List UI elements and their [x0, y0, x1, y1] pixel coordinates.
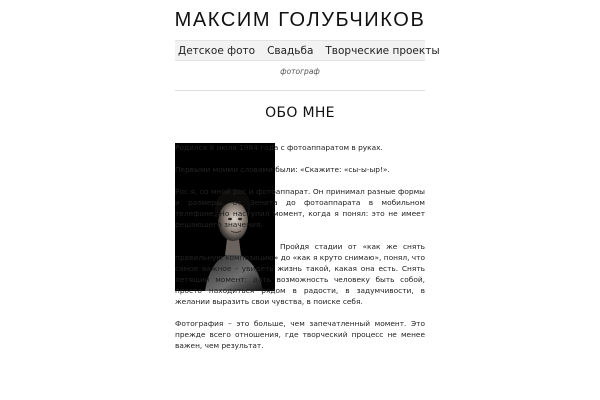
about-paragraph: Первыми моими словами были: «Скажите: «сы-ы-ыр!».	[175, 165, 390, 174]
site-title[interactable]: МАКСИМ ГОЛУБЧИКОВ	[174, 9, 426, 31]
about-paragraph: Пройдя стадии от «как же снять правильную композицию» до «как я круто снимаю», понял, что самое важное - увидеть жизнь такой, какая она есть. Снять летящий момент: дать возможность человеку быть собой, просто находиться рядом в радости, в задумчивости, в желании выразить свои чувства, в поиске себя.	[175, 242, 425, 306]
nav-item-wedding[interactable]: Свадьба	[267, 44, 314, 57]
about-content	[175, 142, 425, 362]
nav-item-kids-photo[interactable]: Детское фото	[178, 44, 256, 57]
nav-item-creative-projects[interactable]: Творческие проекты	[325, 44, 440, 57]
main-nav	[175, 40, 440, 61]
about-paragraph: Рос я, со мной рос и фотоаппарат. Он принимал разные формы и размеры, от Зенита до фотоаппарата в мобильном телефоне. Но наступил момент, когда я понял: это не имеет решающего значения.	[175, 187, 425, 229]
about-paragraph: Родился 8 июля 1984 года с фотоаппаратом в руках.	[175, 143, 383, 152]
page-title: ОБО МНЕ	[265, 105, 335, 121]
about-paragraph: Фотография – это больше, чем запечатленный момент. Это прежде всего отношения, где творческий процесс не менее важен, чем результат.	[175, 319, 425, 350]
site-tagline: фотограф	[280, 67, 320, 76]
header-divider	[175, 90, 425, 91]
